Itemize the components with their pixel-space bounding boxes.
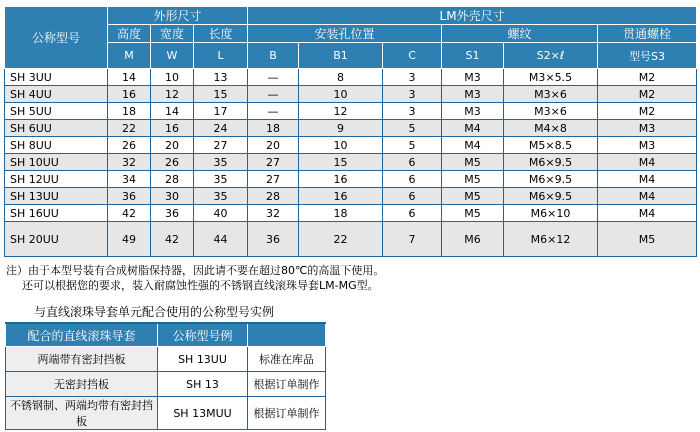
col-l-symbol: L: [194, 43, 248, 69]
cell-b1: 18: [299, 205, 383, 222]
table-row: [5, 154, 697, 171]
cell-b: 28: [248, 188, 299, 205]
col-m-symbol: M: [108, 43, 151, 69]
cell-model: SH 4UU: [5, 86, 108, 103]
cell-s3: M2: [598, 69, 697, 86]
cell-bushing: 两端带有密封挡板: [6, 347, 158, 372]
cell-s2: M3×5.5: [504, 69, 598, 86]
cell-w: 36: [151, 205, 194, 222]
cell-model: SH 13UU: [158, 347, 248, 372]
cell-s3: M5: [598, 222, 697, 257]
cell-l: 40: [194, 205, 248, 222]
cell-b: 36: [248, 222, 299, 257]
col-c-symbol: C: [383, 43, 442, 69]
cell-c: 3: [383, 69, 442, 86]
cell-model: SH 6UU: [5, 120, 108, 137]
cell-b1: 22: [299, 222, 383, 257]
col-b1-symbol: B1: [299, 43, 383, 69]
note-line-1: 注）由于本型号装有合成树脂保持器，因此请不要在超过80℃的高温下使用。: [6, 264, 385, 277]
table-row: [5, 205, 697, 222]
cell-w: 42: [151, 222, 194, 257]
mount-holes-header: 安装孔位置: [248, 25, 442, 43]
cell-model: SH 3UU: [5, 69, 108, 86]
cell-m: 18: [108, 103, 151, 120]
cell-b1: 10: [299, 137, 383, 154]
spec-table-body: [5, 69, 697, 257]
cell-s3: M4: [598, 171, 697, 188]
cell-s1: M6: [442, 222, 504, 257]
cell-m: 36: [108, 188, 151, 205]
cell-l: 13: [194, 69, 248, 86]
cell-c: 5: [383, 137, 442, 154]
col-model-example-header: 公称型号例: [158, 323, 248, 347]
cell-s3: M3: [598, 137, 697, 154]
table-row: [6, 347, 326, 372]
cell-s1: M3: [442, 103, 504, 120]
cell-w: 20: [151, 137, 194, 154]
cell-b: 20: [248, 137, 299, 154]
cell-s1: M4: [442, 137, 504, 154]
cell-l: 44: [194, 222, 248, 257]
cell-remark: 根据订单制作: [248, 397, 326, 430]
cell-c: 6: [383, 188, 442, 205]
table-row: [5, 222, 697, 257]
cell-w: 14: [151, 103, 194, 120]
col-s2-symbol: S2×ℓ: [504, 43, 598, 69]
col-s1-symbol: S1: [442, 43, 504, 69]
col-w-symbol: W: [151, 43, 194, 69]
cell-s2: M6×9.5: [504, 171, 598, 188]
cell-s3: M2: [598, 103, 697, 120]
cell-m: 22: [108, 120, 151, 137]
cell-w: 12: [151, 86, 194, 103]
cell-s2: M3×6: [504, 86, 598, 103]
cell-b: 18: [248, 120, 299, 137]
cell-l: 15: [194, 86, 248, 103]
table-row: [5, 188, 697, 205]
cell-s2: M3×6: [504, 103, 598, 120]
cell-model: SH 13: [158, 372, 248, 397]
cell-s2: M6×12: [504, 222, 598, 257]
combination-table: [5, 322, 326, 430]
cell-s2: M4×8: [504, 120, 598, 137]
cell-b: —: [248, 69, 299, 86]
cell-c: 5: [383, 120, 442, 137]
cell-b1: 16: [299, 188, 383, 205]
cell-remark: 标准在库品: [248, 347, 326, 372]
spec-table: [4, 6, 697, 257]
table-row: [6, 397, 326, 430]
cell-b1: 16: [299, 171, 383, 188]
cell-m: 32: [108, 154, 151, 171]
cell-model: SH 12UU: [5, 171, 108, 188]
note-line-2: 还可以根据您的要求，装入耐腐蚀性强的不锈钢直线滚珠导套LM-MG型。: [22, 279, 379, 292]
cell-m: 16: [108, 86, 151, 103]
cell-s3: M3: [598, 120, 697, 137]
cell-s1: M5: [442, 154, 504, 171]
cell-s3: M4: [598, 205, 697, 222]
cell-s3: M4: [598, 154, 697, 171]
cell-m: 49: [108, 222, 151, 257]
cell-c: 6: [383, 205, 442, 222]
cell-s2: M6×9.5: [504, 188, 598, 205]
cell-s1: M5: [442, 205, 504, 222]
cell-m: 42: [108, 205, 151, 222]
cell-l: 27: [194, 137, 248, 154]
cell-s1: M4: [442, 120, 504, 137]
cell-model: SH 20UU: [5, 222, 108, 257]
cell-s2: M6×10: [504, 205, 598, 222]
lm-case-header: LM外壳尺寸: [248, 7, 697, 25]
cell-b1: 8: [299, 69, 383, 86]
cell-s1: M5: [442, 171, 504, 188]
cell-b1: 10: [299, 86, 383, 103]
cell-l: 35: [194, 171, 248, 188]
cell-s3: M4: [598, 188, 697, 205]
outer-dims-header: 外形尺寸: [108, 7, 248, 25]
cell-b1: 9: [299, 120, 383, 137]
table-row: [6, 372, 326, 397]
cell-l: 35: [194, 188, 248, 205]
col-b-symbol: B: [248, 43, 299, 69]
cell-c: 6: [383, 154, 442, 171]
table-row: [5, 69, 697, 86]
cell-l: 17: [194, 103, 248, 120]
cell-b: 27: [248, 171, 299, 188]
cell-w: 30: [151, 188, 194, 205]
col-bushing-header: 配合的直线滚珠导套: [6, 323, 158, 347]
cell-remark: 根据订单制作: [248, 372, 326, 397]
cell-model: SH 16UU: [5, 205, 108, 222]
cell-b: —: [248, 103, 299, 120]
table-row: [5, 103, 697, 120]
cell-c: 3: [383, 103, 442, 120]
cell-b: 27: [248, 154, 299, 171]
cell-m: 26: [108, 137, 151, 154]
col-remark-header: [248, 323, 326, 347]
cell-l: 24: [194, 120, 248, 137]
col-height-header: 高度: [108, 25, 151, 43]
cell-bushing: 不锈钢制、两端均带有密封挡板: [6, 397, 158, 430]
cell-s1: M3: [442, 86, 504, 103]
cell-s3: M2: [598, 86, 697, 103]
cell-w: 16: [151, 120, 194, 137]
cell-c: 6: [383, 171, 442, 188]
cell-model: SH 13UU: [5, 188, 108, 205]
cell-w: 26: [151, 154, 194, 171]
cell-bushing: 无密封挡板: [6, 372, 158, 397]
cell-b: —: [248, 86, 299, 103]
cell-s1: M3: [442, 69, 504, 86]
cell-b: 32: [248, 205, 299, 222]
cell-w: 28: [151, 171, 194, 188]
cell-l: 35: [194, 154, 248, 171]
cell-model: SH 8UU: [5, 137, 108, 154]
cell-model: SH 13MUU: [158, 397, 248, 430]
bolt-header-line2: 型号S3: [598, 43, 697, 69]
cell-s2: M6×9.5: [504, 154, 598, 171]
cell-c: 7: [383, 222, 442, 257]
cell-m: 34: [108, 171, 151, 188]
thread-header: 螺纹: [442, 25, 598, 43]
table-row: [5, 86, 697, 103]
col-model-header: 公称型号: [5, 7, 108, 69]
cell-model: SH 5UU: [5, 103, 108, 120]
combination-table-body: [6, 347, 326, 430]
bolt-header-line1: 贯通螺栓: [598, 25, 697, 43]
cell-c: 3: [383, 86, 442, 103]
col-length-header: 长度: [194, 25, 248, 43]
table-row: [5, 137, 697, 154]
cell-s2: M5×8.5: [504, 137, 598, 154]
cell-b1: 15: [299, 154, 383, 171]
cell-w: 10: [151, 69, 194, 86]
cell-s1: M5: [442, 188, 504, 205]
table-row: [5, 171, 697, 188]
cell-b1: 12: [299, 103, 383, 120]
cell-model: SH 10UU: [5, 154, 108, 171]
table-row: [5, 120, 697, 137]
cell-m: 14: [108, 69, 151, 86]
col-width-header: 宽度: [151, 25, 194, 43]
sub-table-caption: 与直线滚珠导套单元配合使用的公称型号实例: [34, 305, 275, 319]
